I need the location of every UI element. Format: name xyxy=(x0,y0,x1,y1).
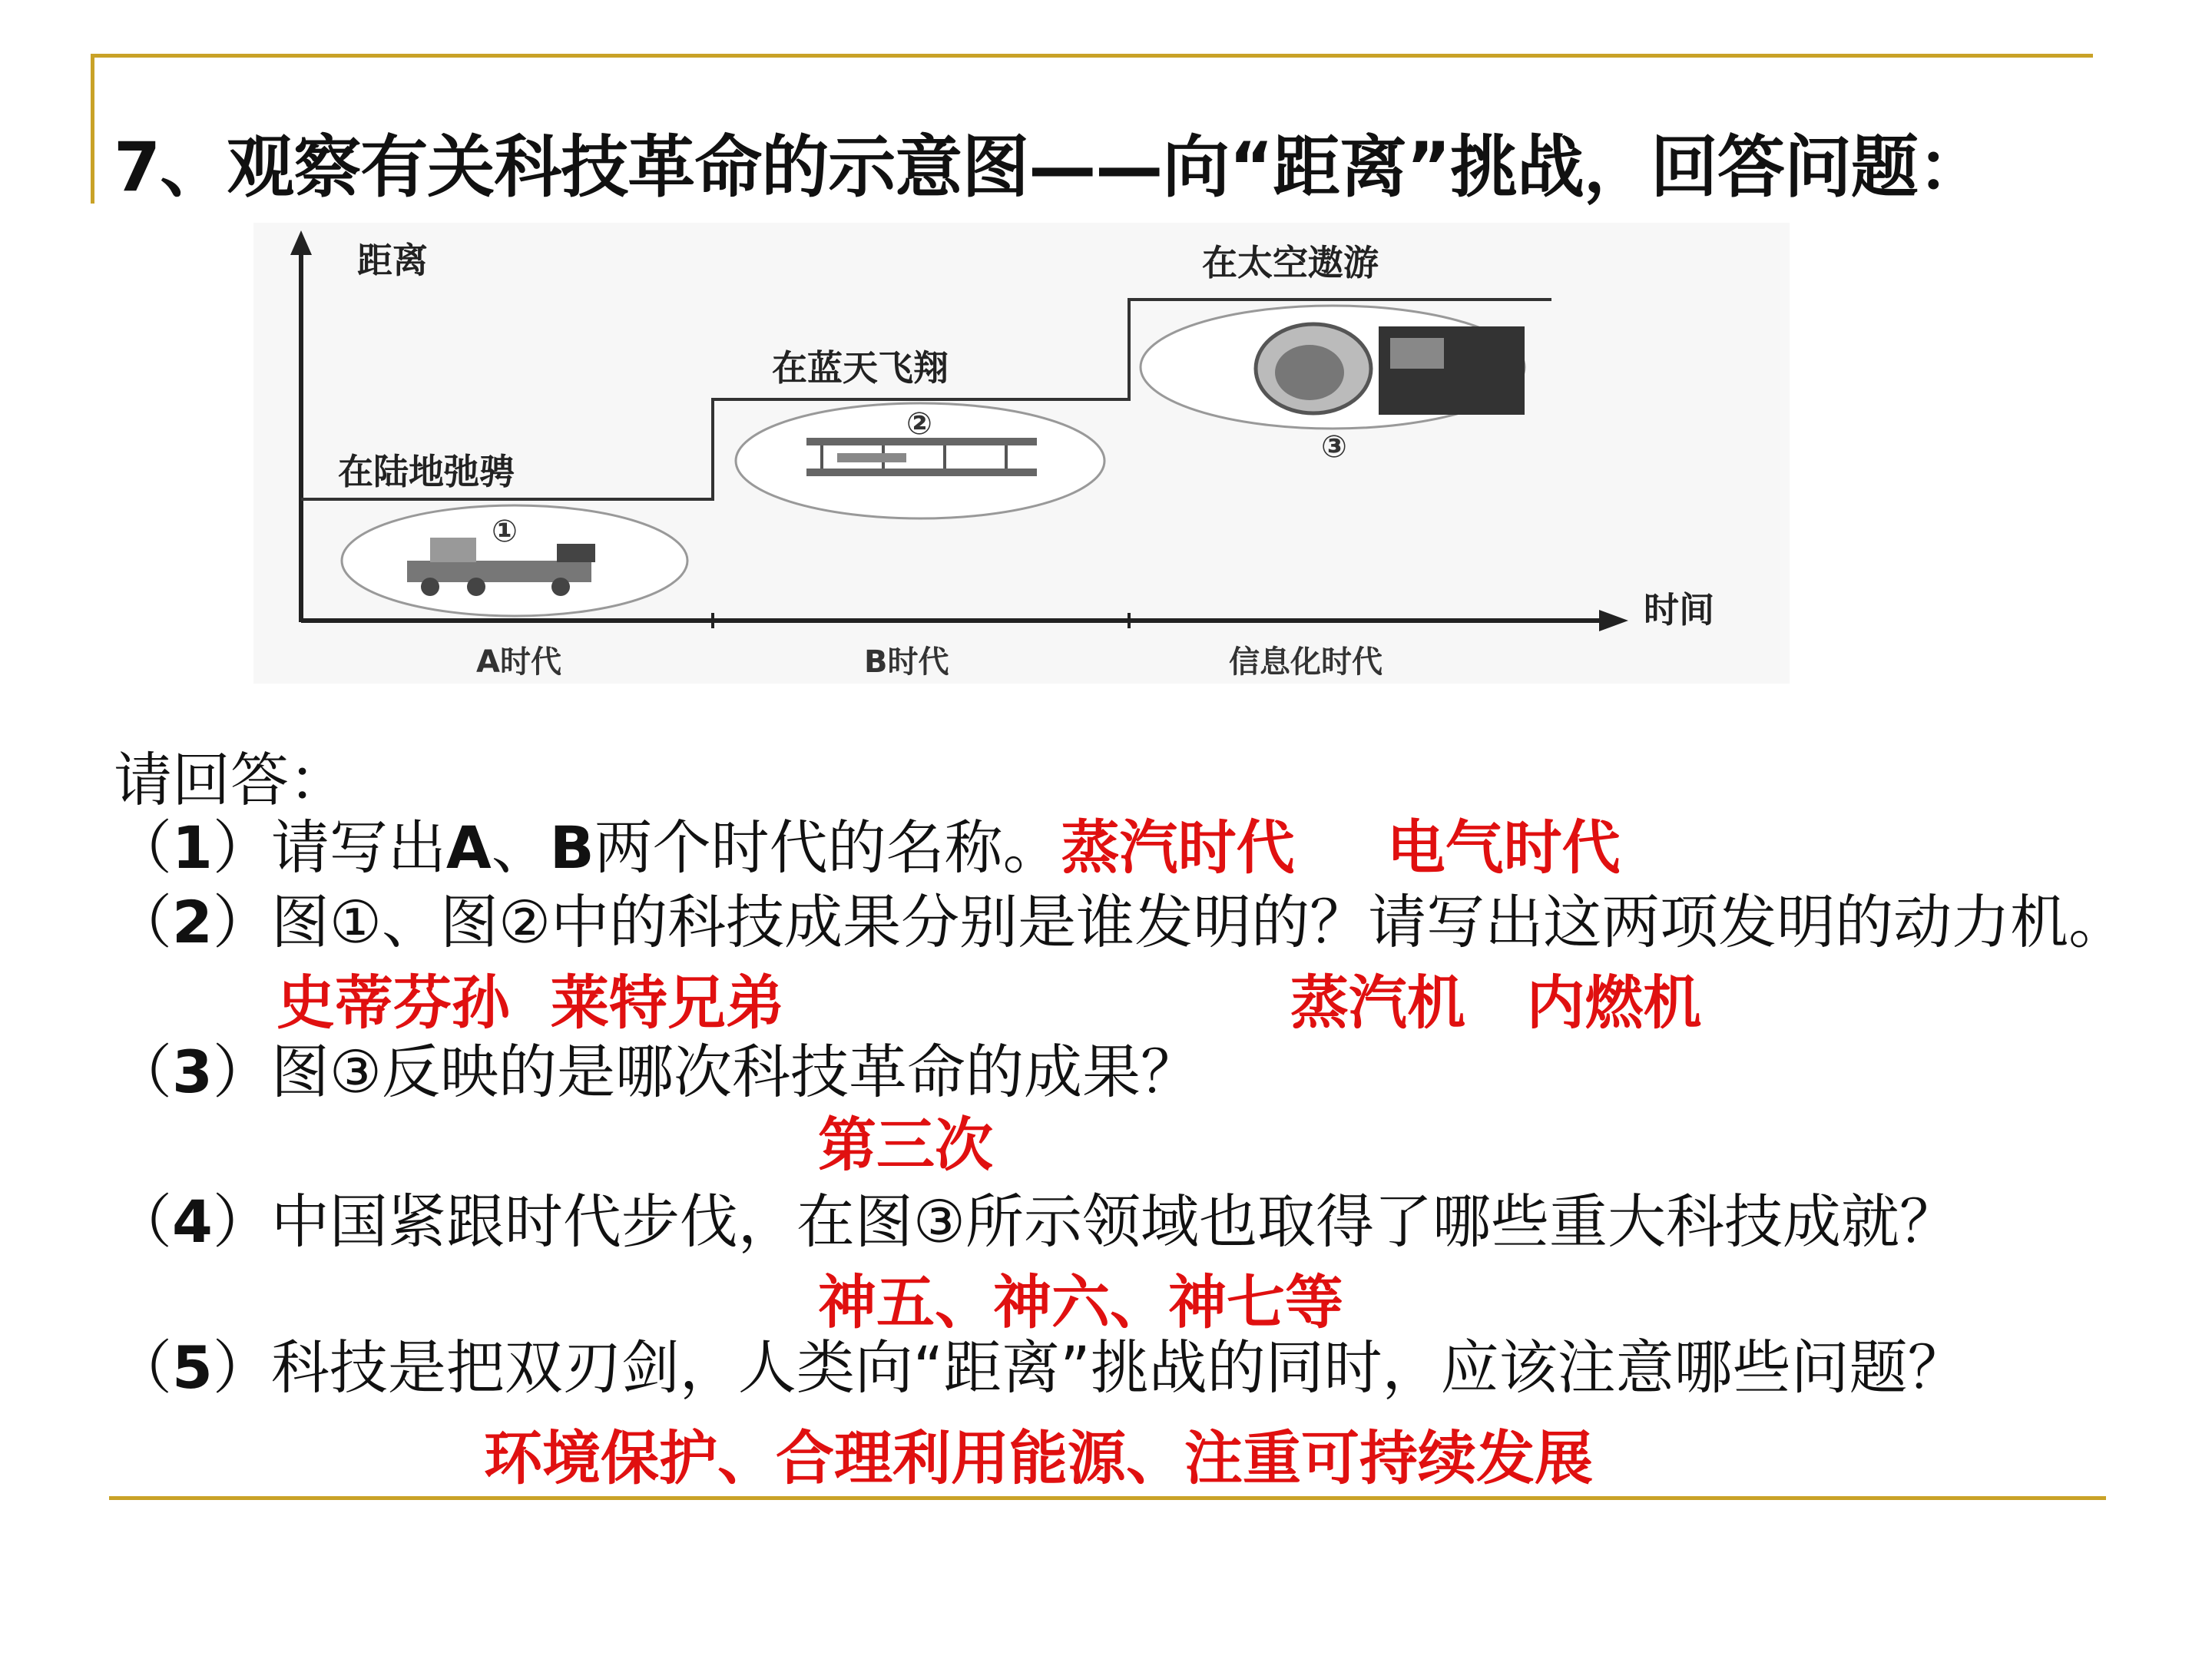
answer-4: 神五、神六、神七等 xyxy=(818,1268,1343,1336)
question-1-pre: 请写出 xyxy=(270,813,446,882)
left-rule xyxy=(91,54,94,204)
y-axis-arrow xyxy=(290,230,312,255)
question-5-number-open: （ xyxy=(114,1333,172,1402)
distance-time-figure xyxy=(253,223,1790,684)
y-axis-label: 距离 xyxy=(357,240,428,281)
marker-3: ③ xyxy=(1321,429,1347,465)
question-2 xyxy=(114,876,2127,959)
question-5-text: 科技是把双刃剑，人类向“距离”挑战的同时，应该注意哪些问题？ xyxy=(270,1333,1966,1402)
question-3 xyxy=(114,1025,1199,1109)
step-label-1: 在陆地弛骋 xyxy=(338,451,515,492)
answer-3: 第三次 xyxy=(818,1111,993,1179)
page-title: 7、观察有关科技革命的示意图——向“距离”挑战，回答问题： xyxy=(114,127,1985,207)
era-label-a: A时代 xyxy=(476,644,561,680)
question-4-number-close: ） xyxy=(212,1187,271,1256)
question-3-number: 3 xyxy=(172,1038,213,1106)
question-5-number: 5 xyxy=(172,1333,213,1402)
question-3-number-close: ） xyxy=(212,1038,271,1106)
question-2-number: 2 xyxy=(172,888,213,956)
question-5 xyxy=(114,1321,1966,1405)
step-label-3: 在太空遨游 xyxy=(1202,242,1379,283)
question-2-text: 图①、图②中的科技成果分别是谁发明的？请写出这两项发明的动力机。 xyxy=(270,888,2128,956)
era-label-b: B时代 xyxy=(864,644,949,680)
astronaut-icon xyxy=(1256,324,1525,415)
x-axis-arrow xyxy=(1599,610,1628,631)
question-2-number-open: （ xyxy=(114,888,172,956)
top-rule xyxy=(92,54,2093,58)
question-3-number-open: （ xyxy=(114,1038,172,1106)
question-1-mid: 、 xyxy=(491,813,550,882)
question-2-number-close: ） xyxy=(212,888,271,956)
answer-2-engines: 蒸汽机 内燃机 xyxy=(1290,969,1702,1037)
x-axis-label: 时间 xyxy=(1644,589,1714,631)
question-4-number: 4 xyxy=(172,1187,213,1256)
answer-5: 环境保护、合理利用能源、注重可持续发展 xyxy=(484,1424,1593,1492)
answer-2-inventors: 史蒂芬孙 莱特兄弟 xyxy=(276,969,784,1037)
question-1-number: 1 xyxy=(172,813,213,882)
question-4-number-open: （ xyxy=(114,1187,172,1256)
question-1-number-close: ） xyxy=(212,813,271,882)
question-4 xyxy=(114,1175,1958,1259)
question-1-number-open: （ xyxy=(114,813,172,882)
question-3-text: 图③反映的是哪次科技革命的成果？ xyxy=(270,1038,1200,1106)
question-1-rest: 两个时代的名称。 xyxy=(594,813,1061,882)
step-label-2: 在蓝天飞翔 xyxy=(772,347,949,389)
question-1-a: A xyxy=(445,813,492,882)
question-1-b: B xyxy=(549,813,594,882)
marker-2: ② xyxy=(906,406,932,442)
bottom-rule xyxy=(109,1496,2106,1500)
era-label-info: 信息化时代 xyxy=(1229,644,1382,680)
answer-1-steam-age: 蒸汽时代 xyxy=(1061,813,1295,882)
question-4-text: 中国紧跟时代步伐，在图③所示领域也取得了哪些重大科技成就？ xyxy=(270,1187,1959,1256)
answer-prompt: 请回答： xyxy=(114,746,347,814)
question-5-number-close: ） xyxy=(212,1333,271,1402)
marker-1: ① xyxy=(492,514,518,549)
answer-1-electric-age: 电气时代 xyxy=(1386,813,1621,882)
question-1 xyxy=(114,801,1621,885)
